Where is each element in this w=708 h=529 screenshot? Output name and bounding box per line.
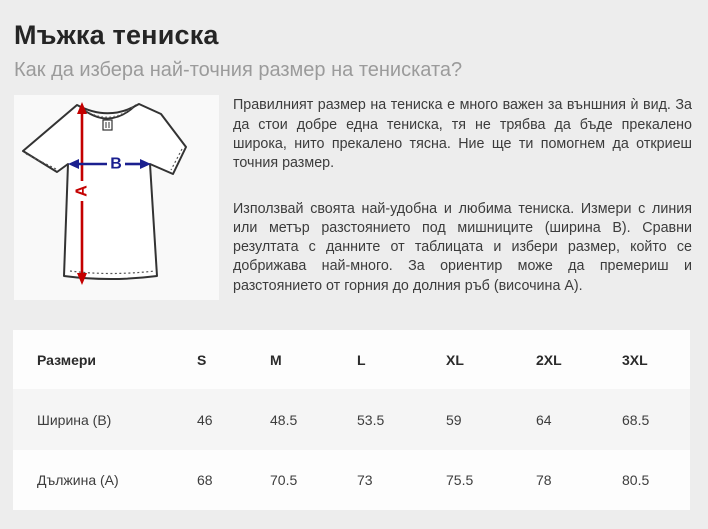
page-subtitle: Как да избера най-точния размер на тениската? — [14, 59, 463, 82]
tshirt-measurement-diagram — [14, 95, 219, 300]
size-value-cell: 48.5 — [264, 389, 351, 450]
size-table-header-row — [13, 330, 690, 389]
size-header-cell: 2XL — [530, 330, 616, 389]
size-table-row-length — [13, 450, 690, 510]
size-value-cell: 68 — [191, 450, 264, 510]
height-label: A — [73, 185, 91, 198]
intro-text — [233, 95, 692, 300]
size-value-cell: 80.5 — [616, 450, 690, 510]
page-header — [0, 0, 708, 82]
size-value-cell: 64 — [530, 389, 616, 450]
size-header-cell: 3XL — [616, 330, 690, 389]
size-row-label: Ширина (B) — [13, 389, 191, 450]
size-value-cell: 68.5 — [616, 389, 690, 450]
size-value-cell: 70.5 — [264, 450, 351, 510]
size-value-cell: 53.5 — [351, 389, 440, 450]
size-header-cell: L — [351, 330, 440, 389]
size-header-cell: M — [264, 330, 351, 389]
width-label: B — [110, 155, 122, 173]
tshirt-diagram-svg — [14, 95, 219, 300]
size-table-container — [13, 330, 690, 510]
intro-paragraph-2: Използвай своята най-удобна и любима тениска. Измери с линия или метър разстоянието под мишниците (ширина B). Сравни резултата с данните от таблицата и избери размер, който се добрижава най-много. За ориентир може да премериш и разстоянието от горния до долния ръб (височина A). — [233, 200, 692, 294]
size-header-cell: Размери — [13, 330, 191, 389]
size-table-row-width — [13, 389, 690, 450]
size-header-cell: S — [191, 330, 264, 389]
size-header-cell: XL — [440, 330, 530, 389]
page-title: Мъжка тениска — [14, 20, 219, 50]
size-value-cell: 78 — [530, 450, 616, 510]
size-value-cell: 59 — [440, 389, 530, 450]
size-value-cell: 73 — [351, 450, 440, 510]
size-value-cell: 46 — [191, 389, 264, 450]
content-row — [14, 95, 692, 300]
intro-paragraph-1: Правилният размер на тениска е много важен за външния ѝ вид. За да стои добре една тениска, тя не трябва да бъде прекалено широка, нито прекалено тясна. Ние ще ти помогнем да откриеш точния размер. — [233, 97, 692, 172]
size-row-label: Дължина (A) — [13, 450, 191, 510]
size-table — [13, 330, 690, 510]
size-value-cell: 75.5 — [440, 450, 530, 510]
